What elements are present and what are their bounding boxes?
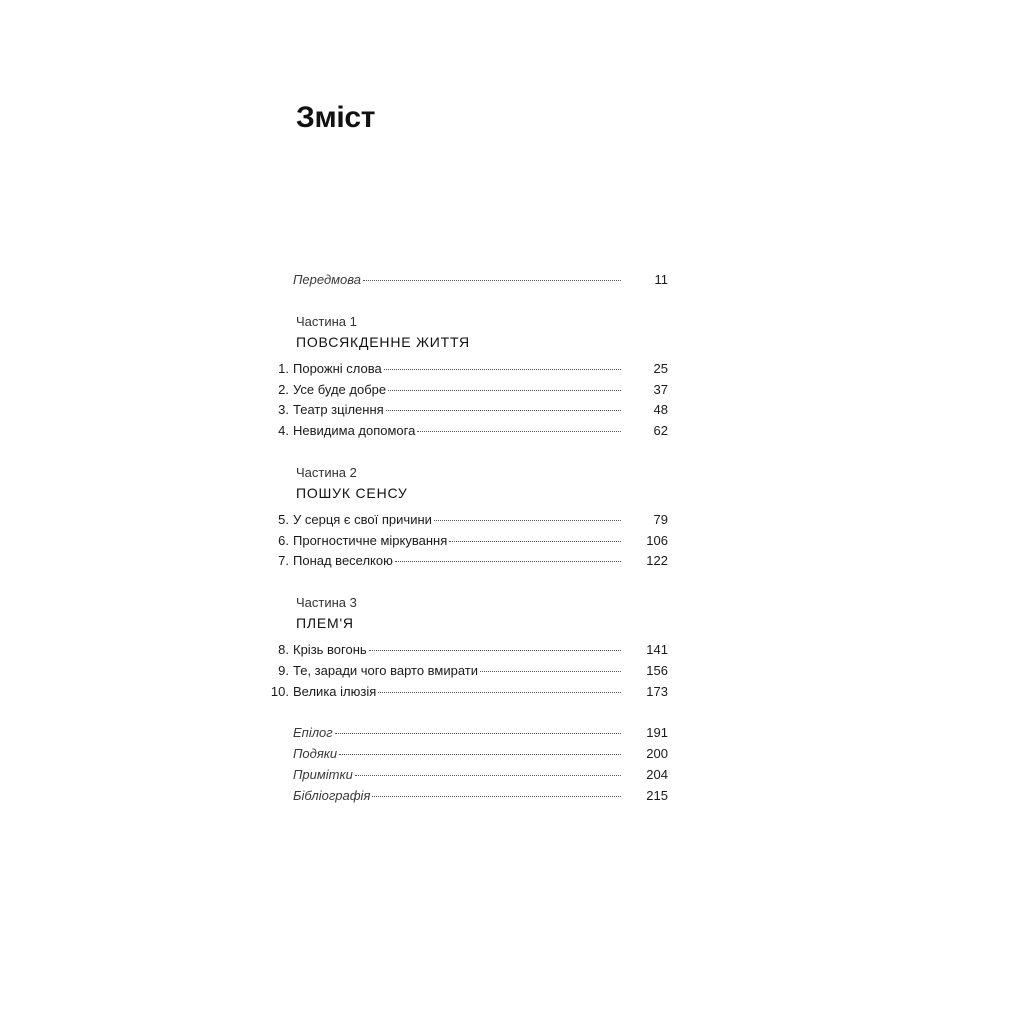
entry-page-number: 106	[646, 533, 668, 548]
part-title: ПОВСЯКДЕННЕ ЖИТТЯ	[296, 334, 470, 350]
chapter-number: 9.	[278, 663, 289, 678]
entry-title: Крізь вогонь	[293, 642, 367, 657]
toc-entry-chapter[interactable]	[260, 421, 680, 441]
entry-page-number: 37	[653, 382, 668, 397]
part-title: ПЛЕМ'Я	[296, 615, 354, 631]
toc-entry-epilogue[interactable]	[260, 723, 680, 743]
toc-entry-chapter[interactable]	[260, 640, 680, 660]
chapter-number: 1.	[278, 361, 289, 376]
entry-title: Порожні слова	[293, 361, 382, 376]
toc-entry-chapter[interactable]	[260, 510, 680, 530]
dot-leader	[355, 775, 621, 776]
part-label: Частина 1	[296, 314, 357, 329]
toc-entry-acknowledgements[interactable]	[260, 744, 680, 764]
dot-leader	[388, 390, 621, 391]
toc-entry-chapter[interactable]	[260, 551, 680, 571]
toc-entry-chapter[interactable]	[260, 400, 680, 420]
dot-leader	[372, 796, 621, 797]
entry-title: Усе буде добре	[293, 382, 387, 397]
entry-page-number: 62	[653, 423, 668, 438]
dot-leader	[335, 733, 621, 734]
toc-entry-chapter[interactable]	[260, 531, 680, 551]
entry-title: Епілог	[293, 725, 333, 740]
chapter-number: 2.	[278, 382, 289, 397]
entry-page-number: 25	[653, 361, 668, 376]
entry-page-number: 215	[646, 788, 668, 803]
toc-entry-chapter[interactable]	[260, 380, 680, 400]
entry-title: Невидима допомога	[293, 423, 416, 438]
entry-page-number: 79	[653, 512, 668, 527]
entry-title: Те, заради чого варто вмирати	[293, 663, 479, 678]
entry-page-number: 48	[653, 402, 668, 417]
part-title: ПОШУК СЕНСУ	[296, 485, 408, 501]
part-label: Частина 3	[296, 595, 357, 610]
page-title: Зміст	[296, 101, 376, 134]
entry-title: Понад веселкою	[293, 553, 393, 568]
entry-page-number: 204	[646, 767, 668, 782]
toc-entry-bibliography[interactable]	[260, 786, 680, 806]
toc-entry-chapter[interactable]	[260, 359, 680, 379]
chapter-number: 5.	[278, 512, 289, 527]
toc-entry-chapter[interactable]	[260, 661, 680, 681]
entry-page-number: 191	[646, 725, 668, 740]
dot-leader	[434, 520, 621, 521]
dot-leader	[378, 692, 621, 693]
dot-leader	[449, 541, 621, 542]
dot-leader	[417, 431, 621, 432]
toc-entry-chapter[interactable]	[260, 682, 680, 702]
entry-title: Велика ілюзія	[293, 684, 377, 699]
entry-page-number: 122	[646, 553, 668, 568]
toc-entry-preface[interactable]	[260, 270, 680, 290]
entry-title: У серця є свої причини	[293, 512, 432, 527]
toc-entry-notes[interactable]	[260, 765, 680, 785]
entry-title: Театр зцілення	[293, 402, 384, 417]
entry-title: Примітки	[293, 767, 353, 782]
entry-page-number: 156	[646, 663, 668, 678]
dot-leader	[386, 410, 621, 411]
entry-page-number: 173	[646, 684, 668, 699]
chapter-number: 10.	[270, 684, 289, 699]
chapter-number: 4.	[278, 423, 289, 438]
dot-leader	[363, 280, 621, 281]
entry-title: Бібліографія	[293, 788, 371, 803]
part-label: Частина 2	[296, 465, 357, 480]
chapter-number: 3.	[278, 402, 289, 417]
dot-leader	[395, 561, 621, 562]
entry-title: Передмова	[293, 272, 362, 287]
dot-leader	[480, 671, 621, 672]
dot-leader	[384, 369, 621, 370]
entry-page-number: 11	[654, 272, 668, 287]
dot-leader	[339, 754, 621, 755]
entry-title: Подяки	[293, 746, 338, 761]
chapter-number: 8.	[278, 642, 289, 657]
entry-page-number: 141	[646, 642, 668, 657]
chapter-number: 7.	[278, 553, 289, 568]
entry-title: Прогностичне міркування	[293, 533, 448, 548]
chapter-number: 6.	[278, 533, 289, 548]
dot-leader	[369, 650, 621, 651]
entry-page-number: 200	[646, 746, 668, 761]
